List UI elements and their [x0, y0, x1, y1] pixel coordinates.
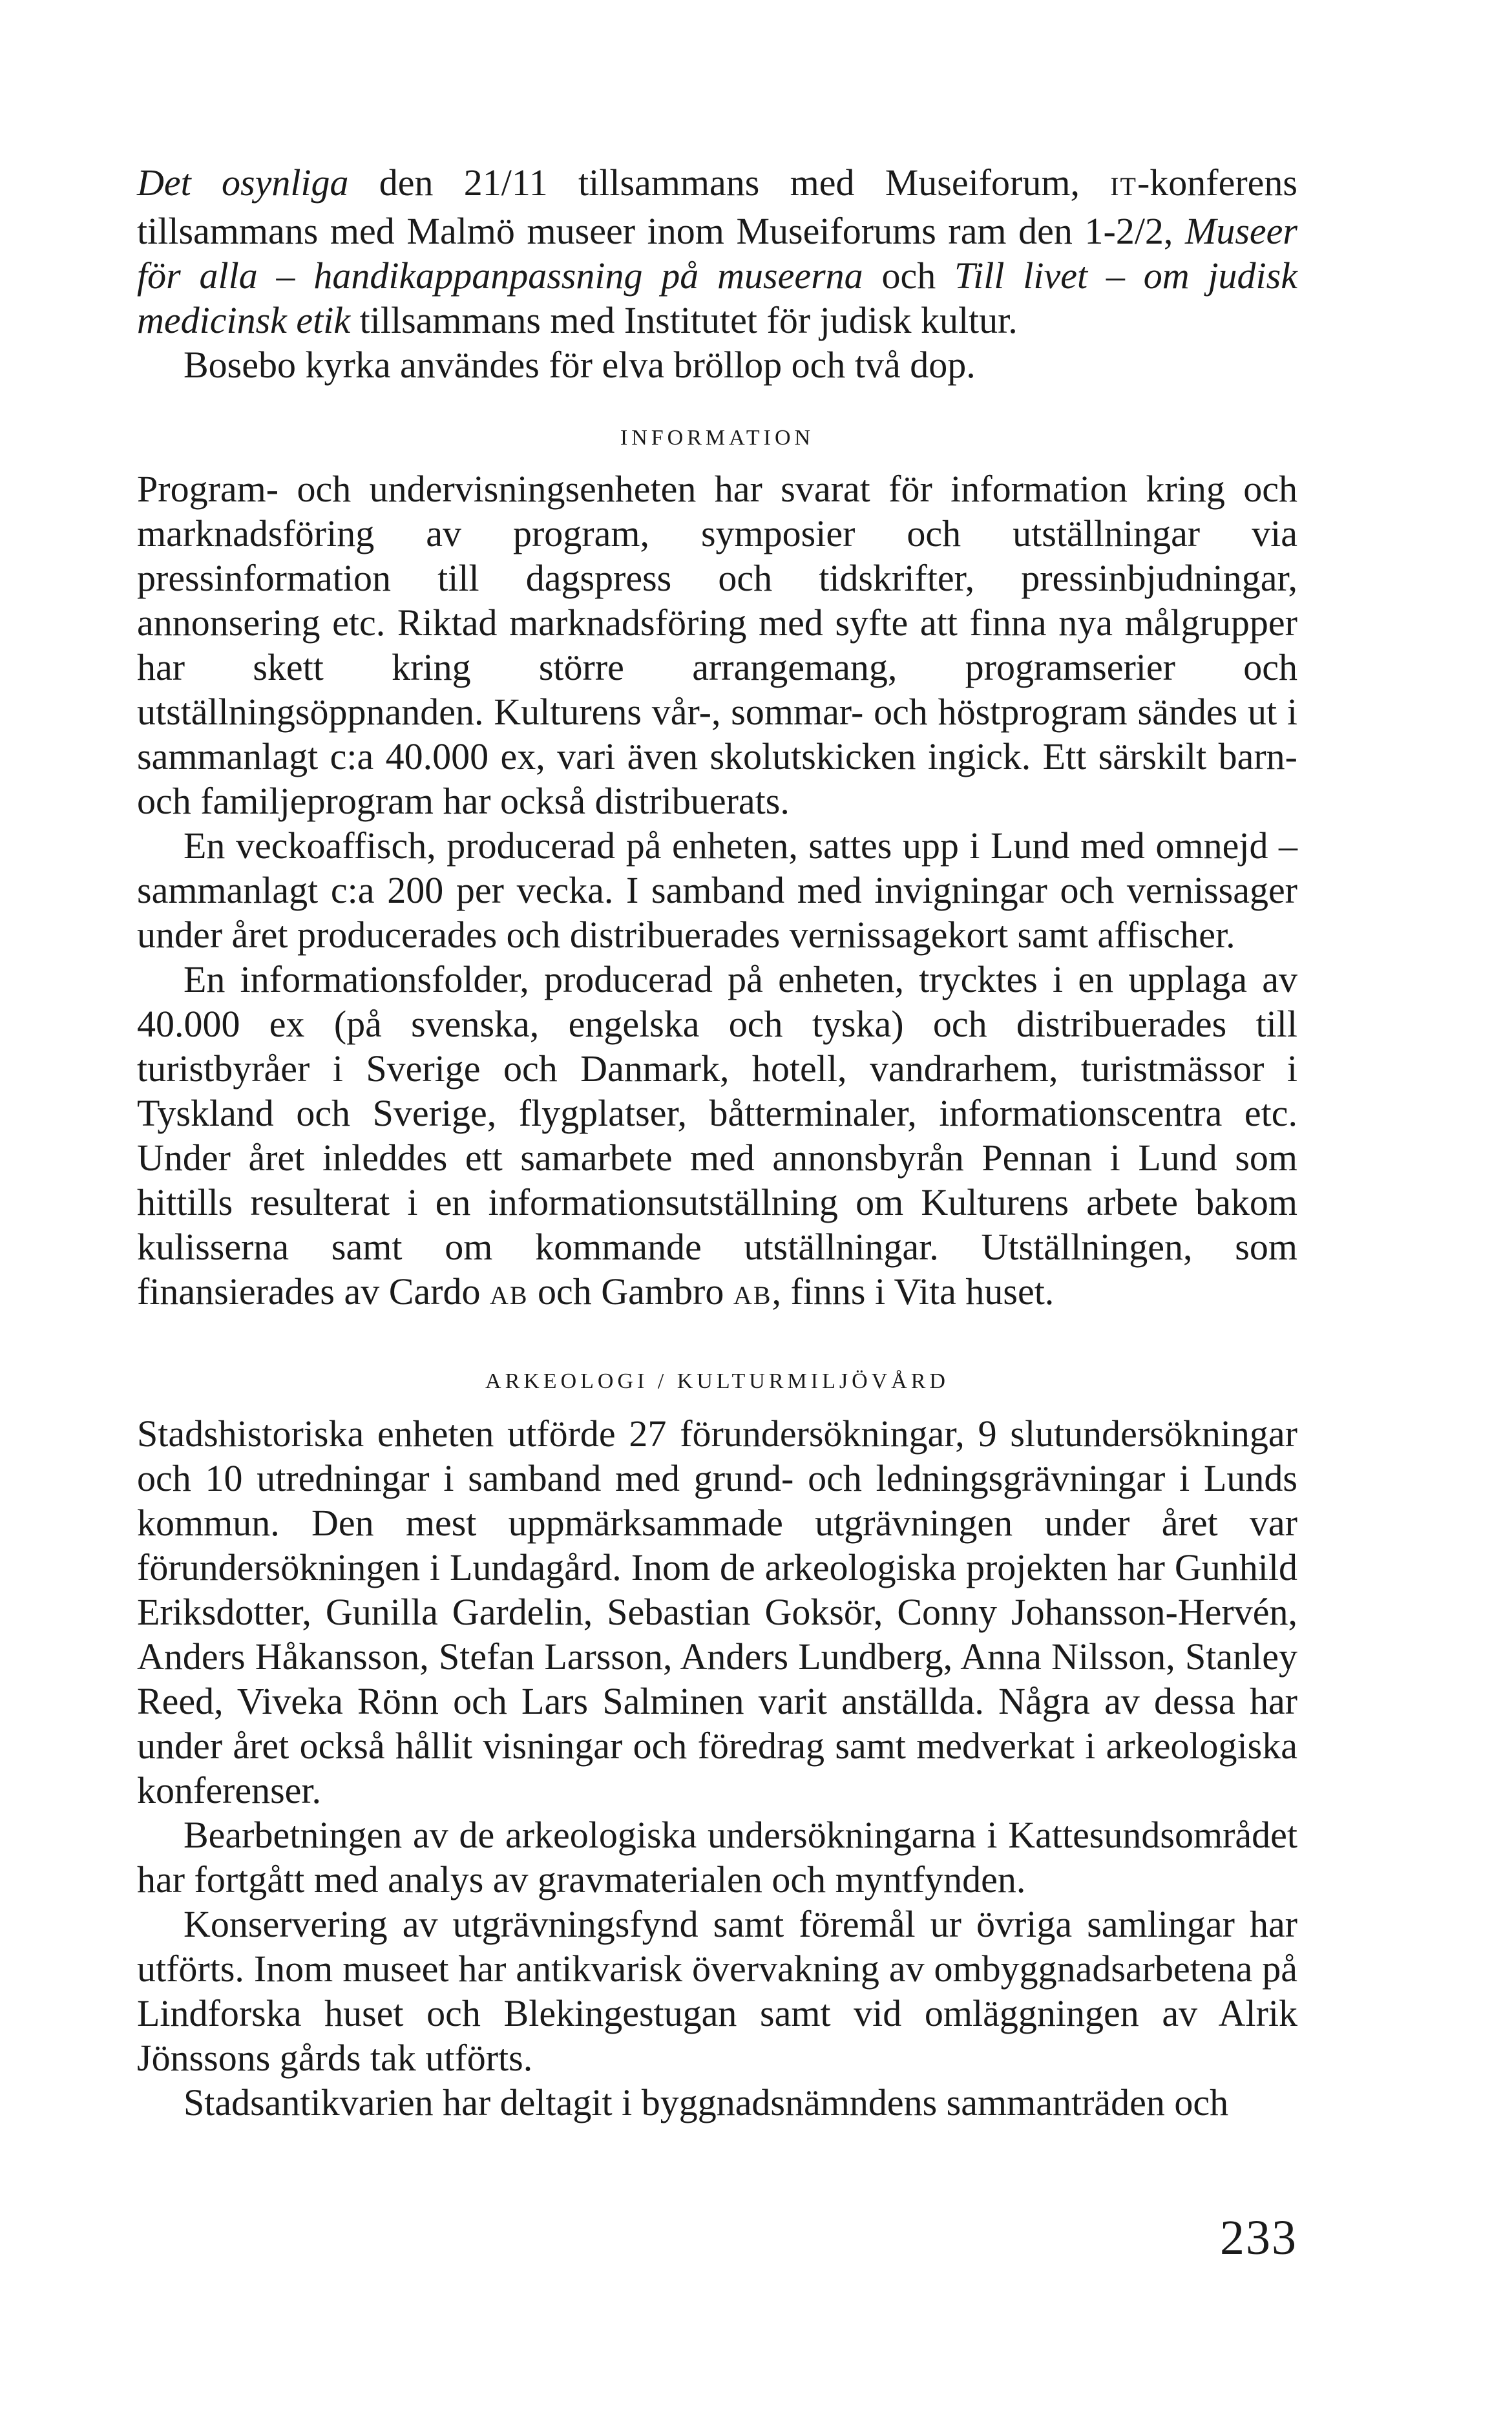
intro-paragraph [137, 160, 1297, 342]
information-p3-text-2: och Gambro [528, 1270, 733, 1312]
italic-title-till-livet: Till livet – om judisk medicinsk etik [137, 255, 1297, 341]
section-heading-information: INFORMATION [620, 426, 815, 450]
italic-title-det-osynliga: Det osynliga [137, 162, 349, 204]
arkeologi-paragraph-1: Stadshistoriska enheten utförde 27 förundersökningar, 9 slutundersökningar och 10 utredningar i samband med grund- och ledningsgrävningar i Lunds kommun. Den mest uppmärksammade utgrävningen under året var förundersökningen i Lundagård. Inom de arkeologiska projekten har Gunhild Eriksdotter, Gunilla Gardelin, Sebastian Goksör, Conny Johansson-Hervén, Anders Håkansson, Stefan Larsson, Anders Lundberg, Anna Nilsson, Stanley Reed, Viveka Rönn och Lars Salminen varit anställda. Några av dessa har under året också hållit visningar och föredrag samt medverkat i arkeologiska konferenser. [137, 1413, 1297, 1811]
arkeologi-paragraph-3: Konservering av utgrävningsfynd samt föremål ur övriga samlingar har utförts. Inom museet har antikvarisk övervakning av ombyggnadsarbetena på Lindforska huset och Blekingestugan samt vid omläggningen av Alrik Jönssons gårds tak utförts. [137, 1903, 1297, 2079]
small-caps-ab-2: AB [733, 1281, 772, 1310]
information-paragraph-1: Program- och undervisningsenheten har svarat för information kring och marknadsföring av program, symposier och utställningar via pressinformation till dagspress och tidskrifter, pressinbjudningar, annonsering etc. Riktad marknadsföring med syfte att finna nya målgrupper har skett kring större arrangemang, programserier och utställningsöppnanden. Kulturens vår-, sommar- och höstprogram sändes ut i sammanlagt c:a 40.000 ex, vari även skolutskicken ingick. Ett särskilt barn- och familjeprogram har också distribuerats. [137, 468, 1297, 822]
page-number: 233 [1220, 2211, 1297, 2265]
intro-text-1: den 21/11 tillsammans med Museiforum, [348, 162, 1111, 204]
bosebo-paragraph: Bosebo kyrka användes för elva bröllop och två dop. [184, 344, 976, 386]
small-caps-ab-1: AB [489, 1281, 529, 1310]
italic-title-museer-for-alla: Museer för alla – handikappanpassning på museerna [137, 210, 1297, 297]
small-caps-it: IT [1110, 172, 1137, 201]
information-paragraph-3 [137, 957, 1297, 1318]
section-heading-arkeologi: ARKEOLOGI / KULTURMILJÖVÅRD [485, 1369, 949, 1393]
intro-text-4: tillsammans med Institutet för judisk kultur. [350, 299, 1018, 341]
intro-text-2: -konferens tillsammans med Malmö museer inom Museiforums ram den 1-2/2, [137, 162, 1297, 252]
information-paragraph-2: En veckoaffisch, producerad på enheten, sattes upp i Lund med omnejd – sammanlagt c:a 200 per vecka. I samband med invigningar och vernissager under året producerades och distribuerades vernissagekort samt affischer. [137, 825, 1297, 956]
information-p3-text-1: En informationsfolder, producerad på enheten, trycktes i en upplaga av 40.000 ex (på svenska, engelska och tyska) och distribuerades till turistbyråer i Sverige och Danmark, hotell, vandrarhem, turistmässor i Tyskland och Sverige, flygplatser, båtterminaler, informationscentra etc. Under året inleddes ett samarbete med annonsbyrån Pennan i Lund som hittills resulterat i en informationsutställning om Kulturens arbete bakom kulisserna samt om kommande utställningar. Utställningen, som finansierades av Cardo [137, 958, 1297, 1312]
information-p3-text-3: , finns i Vita huset. [772, 1270, 1055, 1312]
intro-text-3: och [863, 255, 955, 297]
page-body [137, 160, 1297, 2125]
arkeologi-paragraph-4: Stadsantikvarien har deltagit i byggnadsnämndens sammanträden och [184, 2081, 1229, 2123]
arkeologi-paragraph-2: Bearbetningen av de arkeologiska undersökningarna i Kattesundsområdet har fortgått med analys av gravmaterialen och myntfynden. [137, 1814, 1297, 1900]
